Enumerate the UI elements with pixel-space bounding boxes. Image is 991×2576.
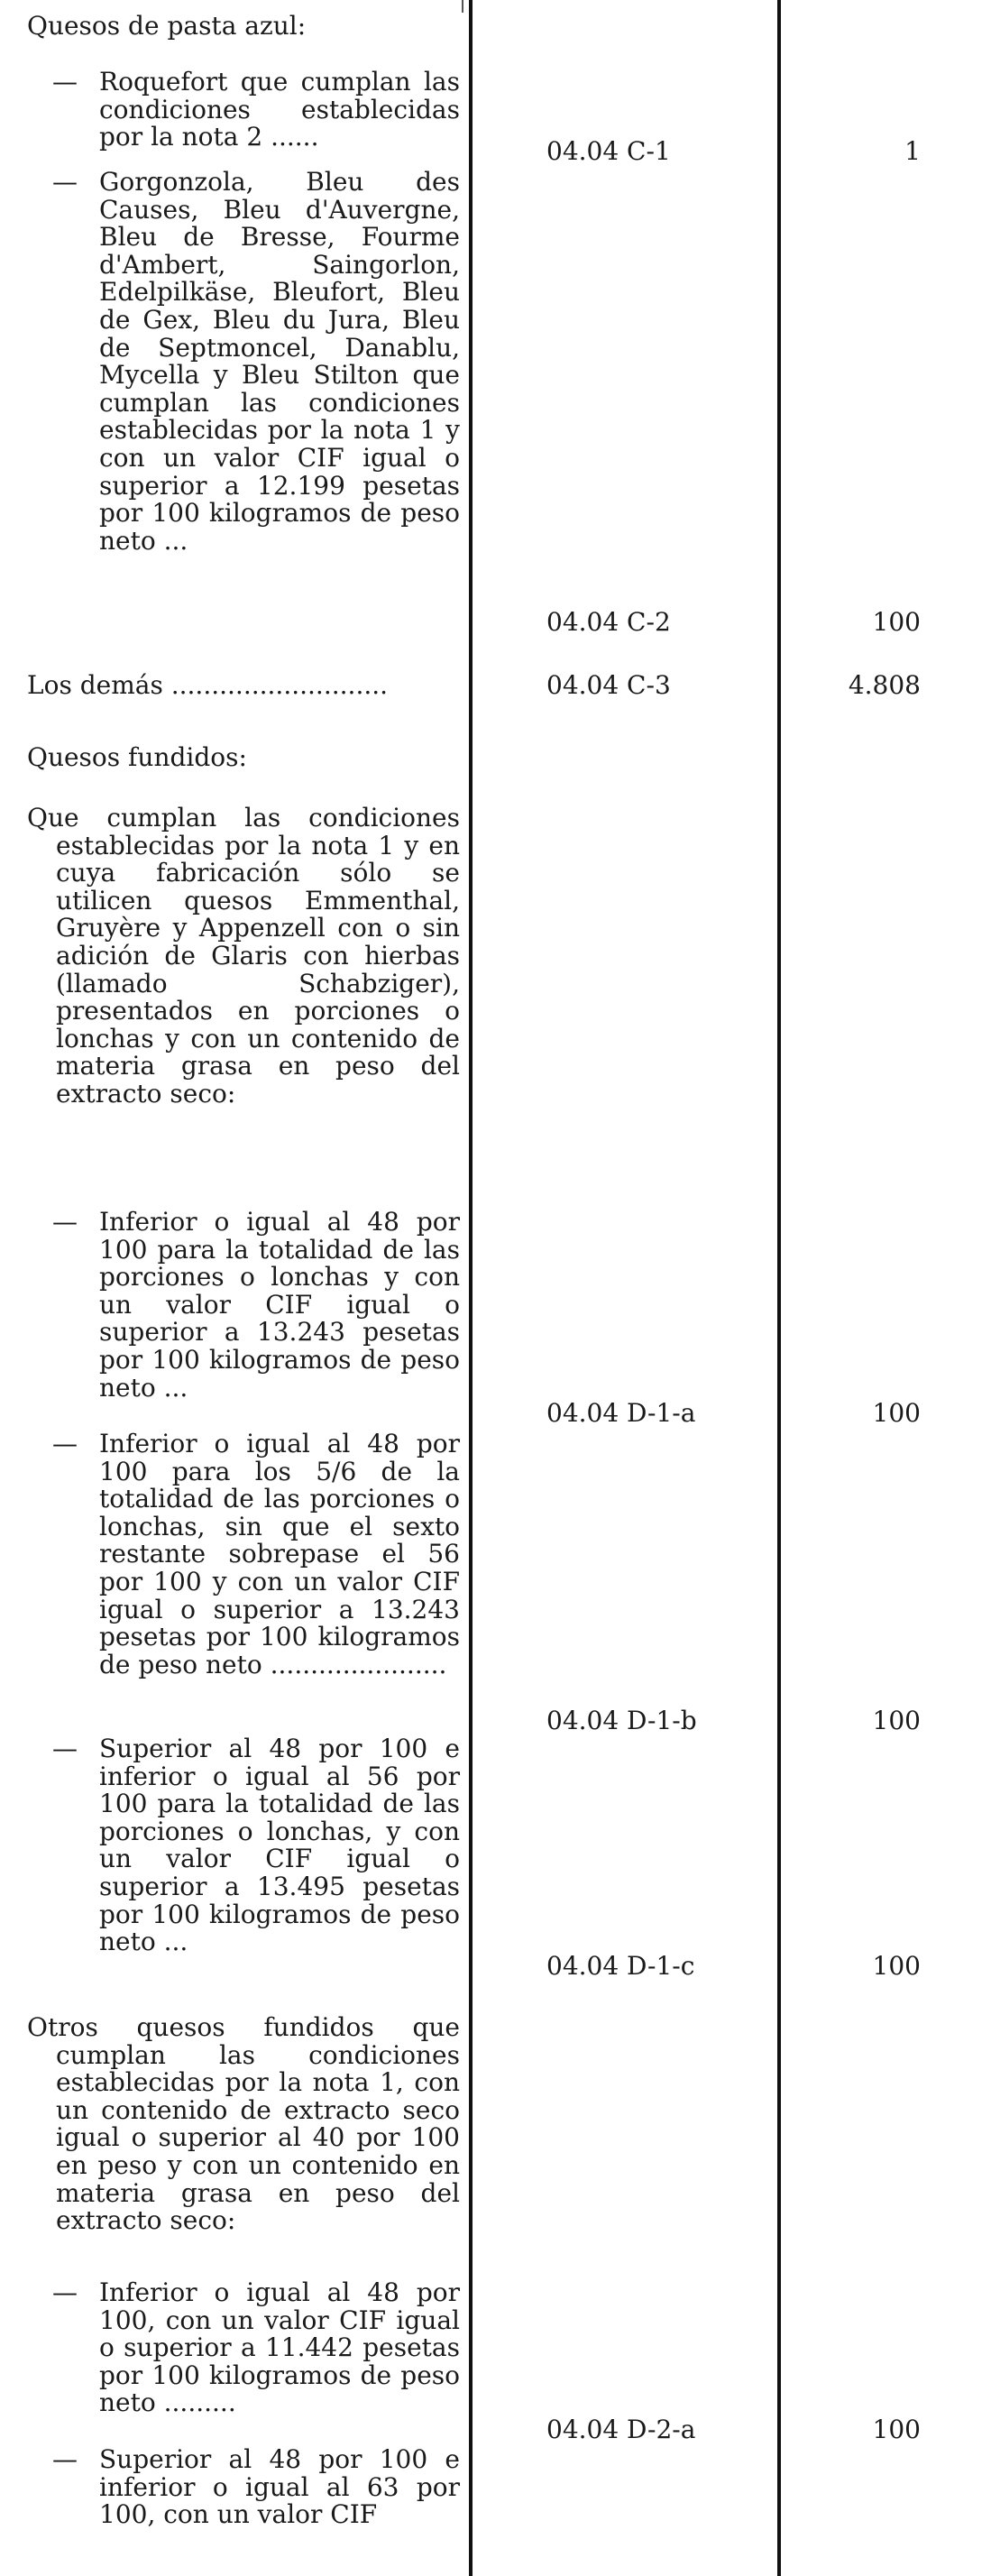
tariff-code: 04.04 C-1 [546, 136, 671, 166]
item-text: Superior al 48 por 100 e inferior o igual al 56 por 100 para la totalidad de las porciones o lonchas, y con un valor CIF igual o superior a 13.495 pesetas por 100 kilogramos de peso neto ... [99, 1734, 460, 1957]
duty-value: 1 [904, 136, 921, 166]
list-item-d2a [52, 2279, 460, 2417]
list-item-gorgonzola [52, 169, 460, 555]
list-item-superior-48 [52, 2446, 460, 2529]
duty-value: 100 [872, 2415, 921, 2444]
top-tick-mark [462, 0, 463, 13]
paragraph-text: Otros quesos fundidos que cumplan las condiciones establecidas por la nota 1, con un contenido de extracto seco igual o superior al 40 por 100 en peso y con un contenido en materia grasa en peso del extracto seco: [27, 2012, 460, 2236]
column-rule-right [777, 0, 781, 2576]
item-text: Inferior o igual al 48 por 100 para la totalidad de las porciones o lonchas y con un valor CIF igual o superior a 13.243 pesetas por 100 kilogramos de peso neto ... [99, 1207, 460, 1403]
list-item-d1b [52, 1431, 460, 1679]
paragraph-text: Que cumplan las condiciones establecidas por la nota 1 y en cuya fabricación sólo se utilicen quesos Emmenthal, Gruyère y Appenzell con o sin adición de Glaris con hierbas (llamado Schabziger), presentados en porciones o lonchas y con un contenido de materia grasa en peso del extracto seco: [27, 803, 460, 1109]
section-heading-processed-cheese: Quesos fundidos: [27, 742, 247, 772]
dash-marker: — [52, 1734, 78, 1763]
paragraph-conditions-1 [27, 805, 460, 1109]
tariff-code: 04.04 C-2 [546, 607, 671, 637]
column-rule-left [469, 0, 473, 2576]
dash-marker: — [52, 167, 78, 197]
tariff-code: 04.04 D-1-c [546, 1951, 695, 1981]
list-item-d1a [52, 1209, 460, 1402]
section-heading-blue-cheese: Quesos de pasta azul: [27, 11, 307, 41]
duty-value: 100 [872, 1398, 921, 1428]
tariff-code: 04.04 D-2-a [546, 2415, 696, 2444]
tariff-code: 04.04 C-3 [546, 670, 671, 700]
tariff-code: 04.04 D-1-b [546, 1706, 697, 1735]
item-text: Roquefort que cumplan las condiciones establecidas por la nota 2 ...... [99, 67, 460, 152]
item-text: Superior al 48 por 100 e inferior o igual al 63 por 100, con un valor CIF [99, 2444, 460, 2530]
tariff-code: 04.04 D-1-a [546, 1398, 696, 1428]
item-text: Inferior o igual al 48 por 100, con un valor CIF igual o superior a 11.442 pesetas por 100 kilogramos de peso neto ......... [99, 2277, 460, 2418]
item-text: Inferior o igual al 48 por 100 para los 5/6 de la totalidad de las porciones o lonchas, sin que el sexto restante sobrepase el 56 por 100 y con un valor CIF igual o superior a 13.243 pesetas por 100 kilogramos de peso neto ...................... [99, 1429, 460, 1679]
dash-marker: — [52, 2444, 78, 2474]
row-los-demas: Los demás ........................... [27, 670, 389, 700]
duty-value: 100 [872, 607, 921, 637]
paragraph-conditions-2 [27, 2014, 460, 2235]
list-item-d1c [52, 1735, 460, 1956]
dash-marker: — [52, 67, 78, 97]
duty-value: 100 [872, 1706, 921, 1735]
list-item-roquefort [52, 69, 460, 152]
dash-marker: — [52, 1429, 78, 1458]
item-text: Gorgonzola, Bleu des Causes, Bleu d'Auvergne, Bleu de Bresse, Fourme d'Ambert, Saingorlon, Edelpilkäse, Bleufort, Bleu de Gex, Bleu du Jura, Bleu de Septmoncel, Danablu, Mycella y Bleu Stilton que cumplan las condiciones establecidas por la nota 1 y con un valor CIF igual o superior a 12.199 pesetas por 100 kilogramos de peso neto ... [99, 167, 460, 556]
dash-marker: — [52, 1207, 78, 1237]
duty-value: 100 [872, 1951, 921, 1981]
duty-value: 4.808 [848, 670, 921, 700]
dash-marker: — [52, 2277, 78, 2307]
